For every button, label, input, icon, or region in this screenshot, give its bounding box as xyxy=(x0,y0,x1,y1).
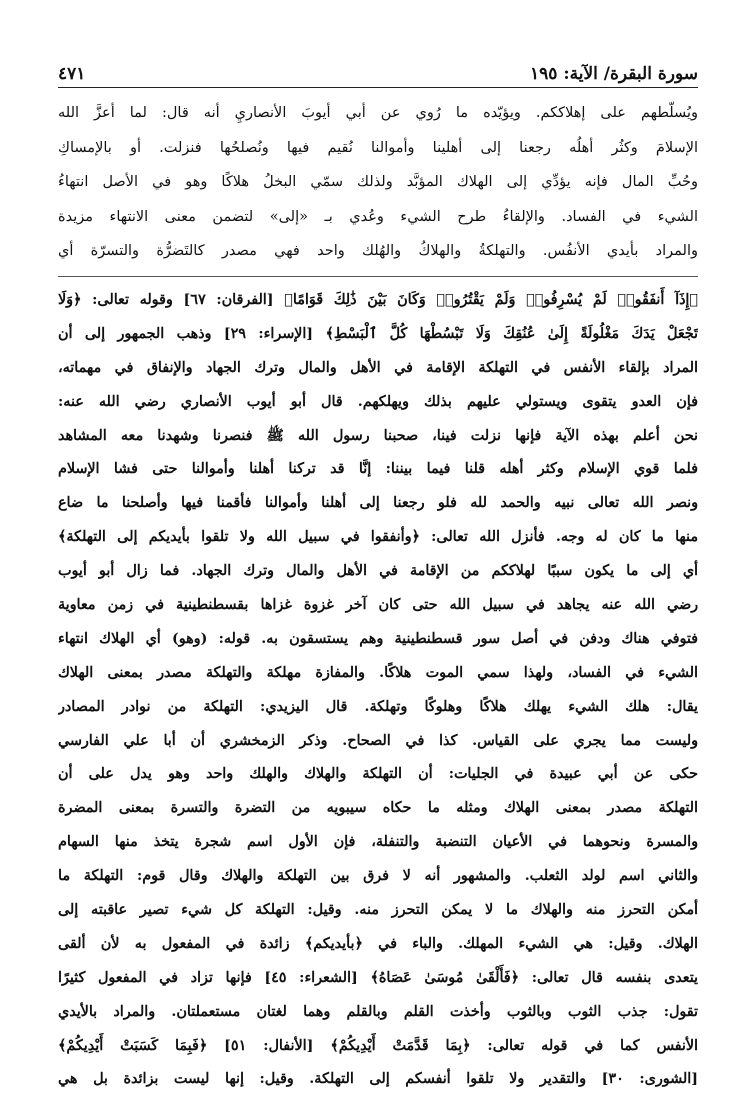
text-line: والمسرة ونحوهما في الأعيان التنضبة والتنفلة، فإن الأول اسم شجرة يتخذ منها السهام xyxy=(58,834,698,851)
commentary-text xyxy=(58,284,698,1097)
text-line: المراد بإلقاء الأنفس في التهلكة الإقامة في الأهل والمال وترك الجهاد والإنفاق في مهماته، xyxy=(58,359,698,376)
text-line: وليست مما يجري على القياس. كذا في الصحاح. وذكر الزمخشري أن أبا علي الفارسي xyxy=(58,732,698,749)
text-line: فتوفي هناك ودفن في أصل سور قسطنطينية وهم يستسقون به. قوله: (وهو) أي الهلاك انتهاء xyxy=(58,630,698,647)
text-line: فإن العدو يتقوى ويستولي عليهم بذلك ويهلكهم. قال أبو أيوب الأنصاري رضي الله عنه: xyxy=(58,393,698,410)
text-line: يتعدى بنفسه قال تعالى: ﴿فَأَلْقَىٰ مُوسَىٰ عَصَاهُ﴾ [الشعراء: ٤٥] فإنها تزاد في المفعول كثيرًا xyxy=(58,969,698,986)
page-number: ٤٧١ xyxy=(58,64,86,84)
text-line: الشيء في الفساد. والإلقاءُ طرح الشيء وعُدي بـ «إلى» لتضمن معنى الانتهاء مزيدة xyxy=(58,208,698,225)
section-divider xyxy=(58,276,698,277)
main-text xyxy=(58,96,698,269)
text-line: ويُسلّطهم على إهلاككم. ويؤيّده ما رُوي عن أبي أيوبَ الأنصاريِ أنه قال: لما أعزَّ الله xyxy=(58,105,698,121)
text-line: أي إلى ما يكون سببًا لهلاككم من الإقامة في الأهل والمال وترك الجهاد. فما زال أبو أيوب xyxy=(58,563,698,580)
text-line: حكى عن أبي عبيدة في الجليات: أن التهلكة والهلاك والهلك واحد وهو يدل على أن xyxy=(58,766,698,783)
text-line: تَجْعَلْ يَدَكَ مَغْلُولَةً إِلَىٰ عُنُقِكَ وَلَا تَبْسُطْهَا كُلَّ ٱلْبَسْطِ﴾ [الإسراء: ٢٩] وذهب الجمهور إلى أن xyxy=(58,325,698,342)
text-line: منها ما كان له وجه. فأنزل الله تعالى: ﴿وأنفقوا في سبيل الله ولا تلقوا بأيديكم إلى التهلكة﴾ xyxy=(58,529,698,546)
text-line: ﴿إِذَآ أَنفَقُوا۟ لَمْ يُسْرِفُوا۟ وَلَمْ يَقْتُرُوا۟ وَكَانَ بَيْنَ ذَٰلِكَ قَوَامًا﴾ [الفرقان: ٦٧] وقوله تعالى: ﴿وَلَا xyxy=(58,292,698,308)
text-line: الأنفس كما في قوله تعالى: ﴿بِمَا قَدَّمَتْ أَيْدِيكُمْ﴾ [الأنفال: ٥١] ﴿فَبِمَا كَسَبَتْ أَيْدِيكُمْ﴾ xyxy=(58,1037,698,1054)
text-line: الهلاك. وقيل: هي الشيء المهلك. والباء في ﴿بأيديكم﴾ زائدة في المفعول به لأن ألقى xyxy=(58,935,698,952)
text-line: والثاني اسم لولد الثعلب. والمشهور أنه لا فرق بين التهلكة والهلاك وقال قوم: التهلكة ما xyxy=(58,868,698,885)
text-line: يقال: هلك الشيء يهلك هلاكًا وهلوكًا وتهلكة. قال اليزيدي: التهلكة من نوادر المصادر xyxy=(58,698,698,715)
text-line: الشيء في الفساد، ولهذا سمي الموت هلاكًا. والمفازة مهلكة والتهلكة مصدر بمعنى الهلاك xyxy=(58,664,698,681)
text-line: رضي الله عنه يجاهد في سبيل الله حتى كان آخر غزوة غزاها بقسطنطينية في زمن معاوية xyxy=(58,597,698,614)
text-line: [الشورى: ٣٠] والتقدير ولا تلقوا أنفسكم إلى التهلكة. وقيل: إنها ليست بزائدة بل هي xyxy=(58,1071,698,1088)
text-line: ونصر الله تعالى نبيه والحمد لله فلو رجعنا إلى أهلنا وأموالنا فأقمنا فيها وأصلحنا ما ضاع xyxy=(58,495,698,512)
text-line: وحُبِّ المال فإنه يؤدِّي إلى الهلاك المؤبَّد ولذلك سمّي البخلُ هلاكًا وهو في الأصل انتهاءُ xyxy=(58,174,698,190)
page-header xyxy=(58,52,698,84)
surah-ayah-title: سورة البقرة/ الآية: ١٩٥ xyxy=(530,64,698,84)
header-rule xyxy=(58,87,698,88)
text-line: فلما قوي الإسلام وكثر أهله قلنا فيما بيننا: إنَّا قد تركنا أهلنا وأموالنا حتى فشا الإسلام xyxy=(58,461,698,478)
text-line: التهلكة مصدر بمعنى الهلاك ومثله ما حكاه سيبويه من التضرة والتسرة بمعنى المضرة xyxy=(58,800,698,817)
text-line: نحن أعلم بهذه الآية فإنها نزلت فينا، صحبنا رسول الله ﷺ فنصرنا وشهدنا معه المشاهد xyxy=(58,427,698,444)
text-line: تقول: جذب الثوب وبالثوب وأخذت القلم وبالقلم وهما لغتان مستعملتان. والمراد بالأيدي xyxy=(58,1003,698,1020)
text-line: أمكن التحرز منه والهلاك ما لا يمكن التحرز منه. وقيل: التهلكة كل شيء تصير عاقبته إلى xyxy=(58,902,698,919)
text-line: والمراد بأيدي الأنفُس. والتهلكةُ والهلاكُ والهُلك واحد فهي مصدر كالتَضرُّة والتسرّة أي xyxy=(58,243,698,259)
text-line: الإسلامَ وكثُر أهلُه رجعنا إلى أهلينا وأموالنا نُقيم فيها ونُصلحُها فنزلت. أو بالإمساكِ xyxy=(58,139,698,156)
